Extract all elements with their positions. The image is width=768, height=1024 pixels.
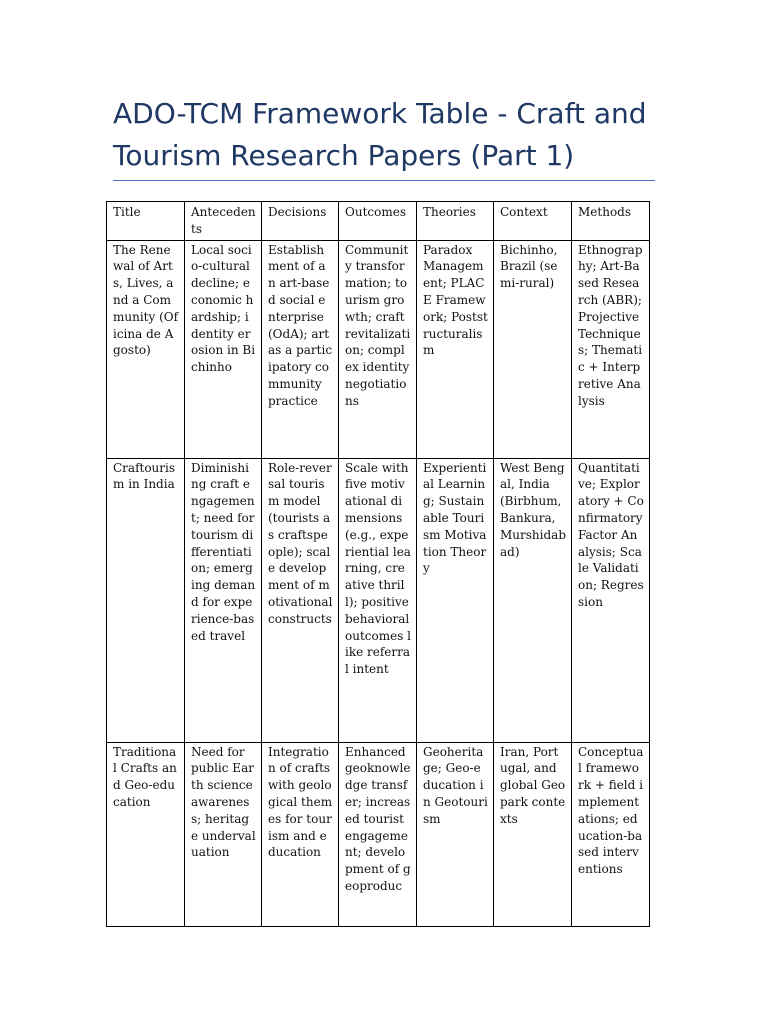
cell-outcomes: Community transformation; tourism growth; craft revitalization; complex identity negotiations: [339, 240, 417, 458]
table-header-row: [107, 202, 650, 241]
cell-methods: Quantitative; Exploratory + Confirmatory Factor Analysis; Scale Validation; Regression: [572, 458, 650, 742]
cell-context: Iran, Portugal, and global Geopark contexts: [494, 742, 572, 926]
table-row: [107, 458, 650, 742]
cell-theories: Geoheritage; Geo-education in Geotourism: [417, 742, 494, 926]
table-row: [107, 742, 650, 926]
cell-outcomes: Enhanced geoknowledge transfer; increased tourist engagement; development of geoproduc: [339, 742, 417, 926]
title-underline: [113, 180, 655, 181]
cell-decisions: Role-reversal tourism model (tourists as craftspeople); scale development of motivational constructs: [262, 458, 339, 742]
cell-title: The Renewal of Arts, Lives, and a Community (Oficina de Agosto): [107, 240, 185, 458]
cell-title: Craftourism in India: [107, 458, 185, 742]
framework-table: [106, 201, 650, 927]
cell-theories: Experiential Learning; Sustainable Tourism Motivation Theory: [417, 458, 494, 742]
cell-antecedents: Local socio-cultural decline; economic hardship; identity erosion in Bichinho: [185, 240, 262, 458]
cell-title: Traditional Crafts and Geo-education: [107, 742, 185, 926]
header-title: Title: [107, 202, 185, 241]
cell-theories: Paradox Management; PLACE Framework; Poststructuralism: [417, 240, 494, 458]
header-context: Context: [494, 202, 572, 241]
header-decisions: Decisions: [262, 202, 339, 241]
header-antecedents: Antecedents: [185, 202, 262, 241]
cell-decisions: Integration of crafts with geological themes for tourism and education: [262, 742, 339, 926]
document-title: ADO-TCM Framework Table - Craft and Tourism Research Papers (Part 1): [113, 97, 647, 172]
cell-methods: Ethnography; Art-Based Research (ABR); Projective Techniques; Thematic + Interpretive Analysis: [572, 240, 650, 458]
cell-antecedents: Need for public Earth science awareness; heritage undervaluation: [185, 742, 262, 926]
cell-antecedents: Diminishing craft engagement; need for tourism differentiation; emerging demand for experience-based travel: [185, 458, 262, 742]
table-row: [107, 240, 650, 458]
cell-decisions: Establishment of an art-based social enterprise (OdA); art as a participatory community practice: [262, 240, 339, 458]
cell-context: West Bengal, India (Birbhum, Bankura, Murshidabad): [494, 458, 572, 742]
header-theories: Theories: [417, 202, 494, 241]
cell-outcomes: Scale with five motivational dimensions (e.g., experiential learning, creative thrill); positive behavioral outcomes like referral intent: [339, 458, 417, 742]
header-outcomes: Outcomes: [339, 202, 417, 241]
cell-methods: Conceptual framework + field implementations; education-based interventions: [572, 742, 650, 926]
header-methods: Methods: [572, 202, 650, 241]
cell-context: Bichinho, Brazil (semi-rural): [494, 240, 572, 458]
